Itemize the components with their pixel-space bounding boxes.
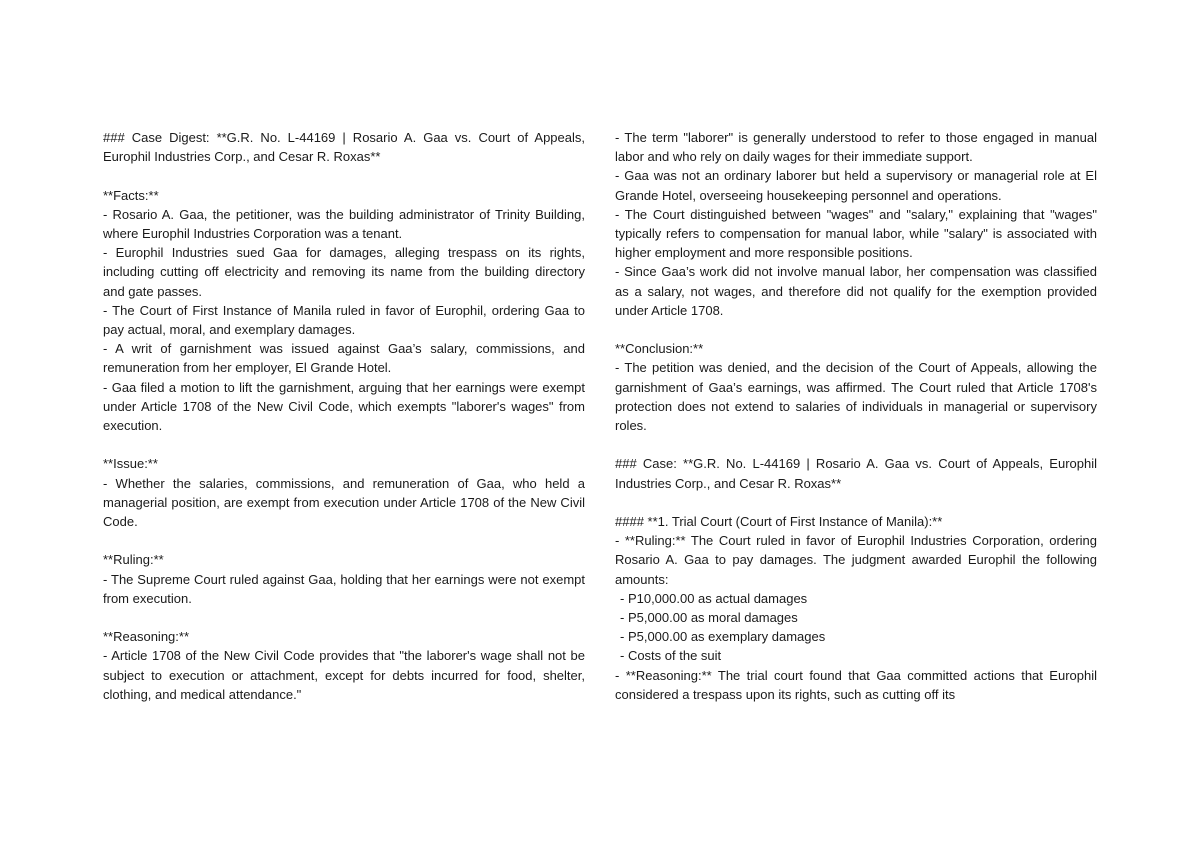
damages-item: - P5,000.00 as moral damages (620, 610, 798, 626)
blank-line (615, 435, 1097, 454)
issue-heading: **Issue:** (103, 456, 158, 472)
damages-item: - Costs of the suit (620, 648, 722, 664)
right-column (615, 128, 1097, 704)
fact-item: - A writ of garnishment was issued against Gaa’s salary, commissions, and remuneration from her employer, El Grande Hotel. (103, 341, 585, 376)
blank-line (615, 320, 1097, 339)
fact-item: - Europhil Industries sued Gaa for damages, alleging trespass on its rights, including cutting off electricity and removing its name from the building directory and gate passes. (103, 245, 585, 299)
reasoning-item: - Gaa was not an ordinary laborer but held a supervisory or managerial role at El Grande Hotel, overseeing housekeeping personnel and operations. (615, 168, 1097, 203)
blank-line (103, 166, 585, 185)
blank-line (615, 493, 1097, 512)
reasoning-item: - The term "laborer" is generally understood to refer to those engaged in manual labor and who rely on daily wages for their immediate support. (615, 130, 1097, 165)
trial-court-ruling: - **Ruling:** The Court ruled in favor of Europhil Industries Corporation, ordering Rosario A. Gaa to pay damages. The judgment awarded Europhil the following amounts: (615, 533, 1097, 587)
ruling-heading: **Ruling:** (103, 552, 164, 568)
reasoning-heading: **Reasoning:** (103, 629, 190, 645)
blank-line (103, 435, 585, 454)
facts-heading: **Facts:** (103, 187, 159, 203)
reasoning-item: - Article 1708 of the New Civil Code provides that "the laborer's wage shall not be subject to execution or attachment, except for debts incurred for food, shelter, clothing, and medical attendance." (103, 648, 585, 702)
issue-item: - Whether the salaries, commissions, and remuneration of Gaa, who held a managerial position, are exempt from execution under Article 1708 of the New Civil Code. (103, 475, 585, 530)
conclusion-item: - The petition was denied, and the decision of the Court of Appeals, allowing the garnishment of Gaa’s earnings, was affirmed. The Court ruled that Article 1708's protection does not extend to salaries of individuals in managerial or supervisory roles. (615, 360, 1097, 434)
fact-item: - Rosario A. Gaa, the petitioner, was the building administrator of Trinity Building, where Europhil Industries Corporation was a tenant. (103, 206, 585, 241)
conclusion-heading: **Conclusion:** (615, 341, 704, 357)
left-column (103, 128, 585, 704)
damages-item: - P10,000.00 as actual damages (620, 590, 808, 606)
trial-court-heading: #### **1. Trial Court (Court of First Instance of Manila):** (615, 514, 943, 530)
fact-item: - The Court of First Instance of Manila ruled in favor of Europhil, ordering Gaa to pay actual, moral, and exemplary damages. (103, 302, 585, 338)
trial-court-reasoning: - **Reasoning:** The trial court found that Gaa committed actions that Europhil considered a trespass upon its rights, such as cutting off its (615, 667, 1097, 702)
ruling-item: - The Supreme Court ruled against Gaa, holding that her earnings were not exempt from execution. (103, 571, 585, 606)
case-heading: ### Case: **G.R. No. L-44169 | Rosario A. Gaa vs. Court of Appeals, Europhil Industries Corp., and Cesar R. Roxas** (615, 456, 1097, 491)
damages-item: - P5,000.00 as exemplary damages (620, 629, 826, 645)
blank-line (103, 608, 585, 627)
case-digest-heading: ### Case Digest: **G.R. No. L-44169 | Rosario A. Gaa vs. Court of Appeals, Europhil Industries Corp., and Cesar R. Roxas** (103, 130, 585, 165)
reasoning-item: - Since Gaa’s work did not involve manual labor, her compensation was classified as a salary, not wages, and therefore did not qualify for the exemption provided under Article 1708. (615, 264, 1097, 318)
blank-line (103, 531, 585, 550)
reasoning-item: - The Court distinguished between "wages" and "salary," explaining that "wages" typically refers to compensation for manual labor, while "salary" is associated with higher employment and more responsible positions. (615, 206, 1097, 261)
fact-item: - Gaa filed a motion to lift the garnishment, arguing that her earnings were exempt under Article 1708 of the New Civil Code, which exempts "laborer's wages" from execution. (103, 379, 585, 434)
